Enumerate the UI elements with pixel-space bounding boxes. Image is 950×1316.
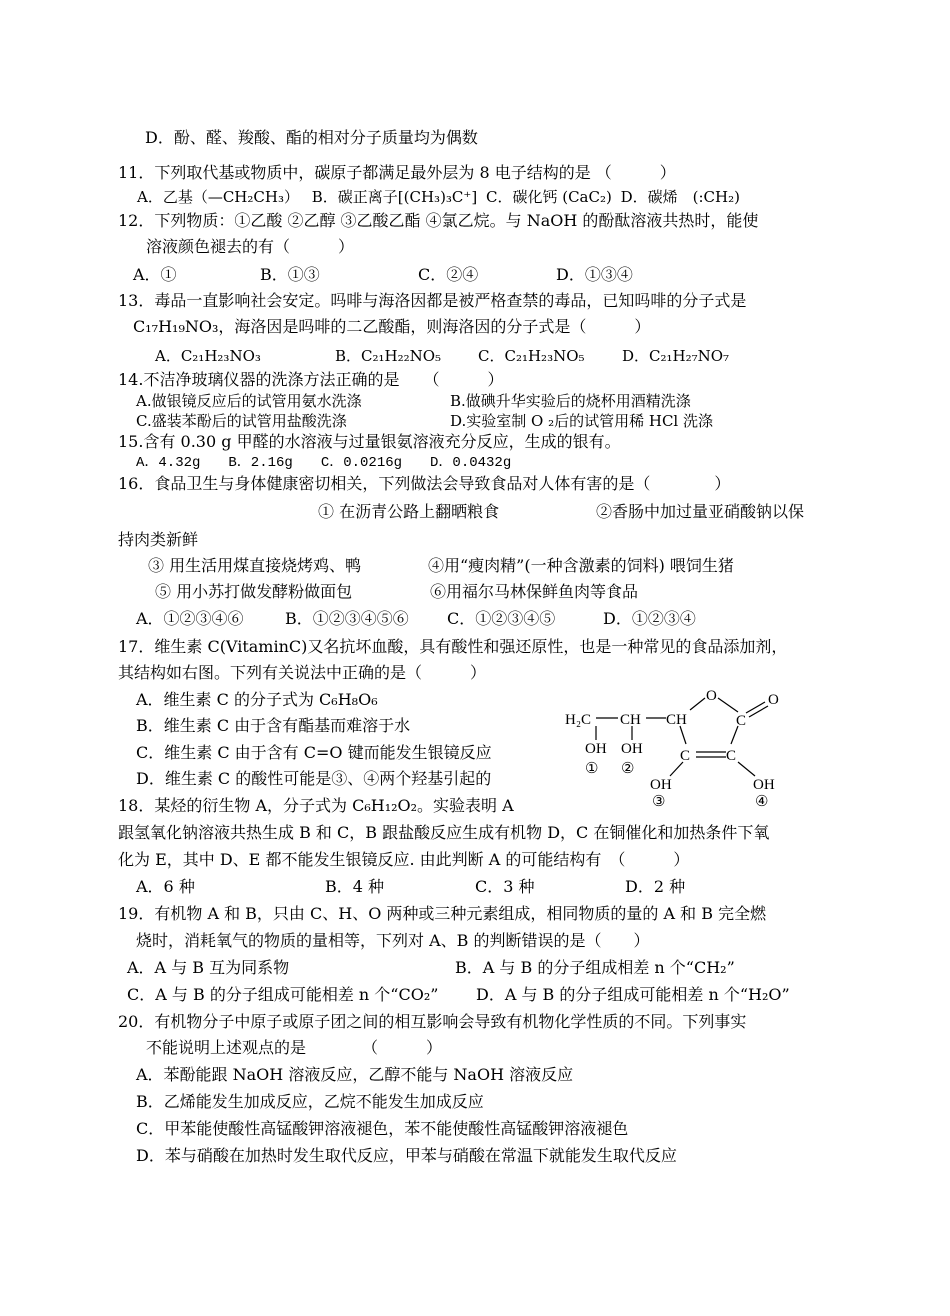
q16-item-2-cont: 持肉类新鲜 [118, 530, 199, 549]
label-2: ② [621, 761, 635, 777]
q16-item-2: ②香肠中加过量亚硝酸钠以保 [596, 502, 805, 521]
label-4: ④ [755, 794, 769, 810]
q12-option-d: D．①③④ [556, 265, 633, 284]
q14-option-c: C.盛装苯酚后的试管用盐酸洗涤 [136, 412, 347, 430]
q16-item-6: ⑥用福尔马林保鲜鱼肉等食品 [430, 582, 639, 601]
atom-oh-2: OH [621, 741, 643, 757]
q17-option-b: B．维生素 C 由于含有酯基而难溶于水 [136, 716, 411, 735]
q17-option-a: A．维生素 C 的分子式为 C₆H₈O₆ [136, 690, 378, 709]
atom-c4: C [726, 748, 737, 764]
atom-oh-3: OH [650, 777, 672, 793]
q12-option-b: B．①③ [260, 265, 320, 284]
q16-item-4: ④用“瘦肉精”(一种含激素的饲料) 喂饲生猪 [428, 556, 734, 575]
q17-stem-line2: 其结构如右图。下列有关说法中正确的是（ ） [118, 663, 487, 682]
q18-option-a: A．6 种 [136, 877, 195, 896]
q20-option-d: D．苯与硝酸在加热时发生取代反应，甲苯与硝酸在常温下就能发生取代反应 [136, 1146, 677, 1165]
q18-option-c: C．3 种 [475, 877, 535, 896]
q14-option-a: A.做银镜反应后的试管用氨水洗涤 [136, 392, 362, 410]
q12-stem-line2: 溶液颜色褪去的有（ ） [146, 237, 355, 256]
q16-stem: 16．食品卫生与身体健康密切相关，下列做法会导致食品对人体有害的是（ ） [118, 474, 731, 493]
q18-stem-line3: 化为 E，其中 D、E 都不能发生银镜反应. 由此判断 A 的可能结构有 （ ） [118, 850, 690, 869]
q20-stem-line2: 不能说明上述观点的是 （ ） [146, 1038, 443, 1057]
q18-option-d: D．2 种 [625, 877, 686, 896]
q15-stem: 15.含有 0.30 g 甲醛的水溶液与过量银氨溶液充分反应，生成的银有。 [118, 432, 621, 451]
q13-option-b: B．C₂₁H₂₂NO₅ [335, 347, 442, 365]
q19-option-a: A．A 与 B 互为同系物 [127, 958, 290, 977]
atom-ch-1: CH [620, 712, 641, 728]
q20-option-c: C．甲苯能使酸性高锰酸钾溶液褪色，苯不能使酸性高锰酸钾溶液褪色 [136, 1119, 629, 1138]
q20-option-b: B．乙烯能发生加成反应，乙烷不能发生加成反应 [136, 1092, 484, 1111]
q20-stem-line1: 20．有机物分子中原子或原子团之间的相互影响会导致有机物化学性质的不同。下列事实 [118, 1012, 747, 1031]
q11-stem: 11．下列取代基或物质中，碳原子都满足最外层为 8 电子结构的是 （ ） [118, 163, 676, 182]
q16-option-d: D．①②③④ [603, 609, 696, 628]
q17-option-c: C．维生素 C 由于含有 C=O 键而能发生银镜反应 [136, 743, 492, 762]
q19-option-c: C．A 与 B 的分子组成可能相差 n 个“CO₂” [127, 985, 439, 1004]
q14-option-b: B.做碘升华实验后的烧杯用酒精洗涤 [450, 392, 691, 410]
q12-option-a: A．① [133, 265, 177, 284]
q16-option-c: C．①②③④⑤ [447, 609, 556, 628]
q19-stem-line2: 烧时，消耗氧气的物质的量相等，下列对 A、B 的判断错误的是（ ） [136, 931, 650, 950]
q18-stem-line2: 跟氢氧化钠溶液共热生成 B 和 C，B 跟盐酸反应生成有机物 D，C 在铜催化和加热条件下氧 [118, 823, 770, 842]
q13-stem-line1: 13．毒品一直影响社会安定。吗啡与海洛因都是被严格查禁的毒品，已知吗啡的分子式是 [118, 291, 747, 310]
atom-h2c: H₂C [565, 712, 592, 728]
q16-option-a: A．①②③④⑥ [136, 609, 244, 628]
q11-option-a: A．乙基（—CH₂CH₃） [137, 188, 299, 206]
atom-carbonyl-carbon: C [736, 713, 747, 729]
atom-c3: C [680, 748, 691, 764]
atom-oh-4: OH [753, 777, 775, 793]
q11-option-b: B．碳正离子[(CH₃)₃C⁺] [311, 188, 478, 206]
q11-option-c: C．碳化钙 (CaC₂) [485, 188, 612, 206]
q13-stem-line2: C₁₇H₁₉NO₃，海洛因是吗啡的二乙酸酯，则海洛因的分子式是（ ） [133, 317, 651, 336]
label-3: ③ [652, 794, 666, 810]
vitamin-c-structure [560, 680, 810, 810]
q16-item-5: ⑤ 用小苏打做发酵粉做面包 [155, 582, 353, 601]
q17-stem-line1: 17．维生素 C(VitaminC)又名抗坏血酸，具有酸性和强还原性，也是一种常见的食品添加剂， [118, 637, 788, 656]
q17-option-d: D．维生素 C 的酸性可能是③、④两个羟基引起的 [136, 769, 492, 788]
q13-option-d: D．C₂₁H₂₇NO₇ [622, 347, 730, 365]
q19-option-b: B．A 与 B 的分子组成相差 n 个“CH₂” [455, 958, 735, 977]
q19-option-d: D．A 与 B 的分子组成可能相差 n 个“H₂O” [476, 985, 790, 1004]
q16-item-3: ③ 用生活用煤直接烧烤鸡、鸭 [148, 556, 362, 575]
q15-options: A．4.32g B．2.16g C．0.0216g D．0.0432g [136, 455, 512, 471]
q18-stem-line1: 18．某烃的衍生物 A，分子式为 C₆H₁₂O₂。实验表明 A [118, 796, 514, 815]
q18-option-b: B．4 种 [325, 877, 385, 896]
q11-options [137, 187, 740, 207]
q16-option-b: B．①②③④⑤⑥ [285, 609, 409, 628]
q13-option-c: C．C₂₁H₂₃NO₅ [478, 347, 585, 365]
atom-oh-1: OH [585, 741, 607, 757]
q19-stem-line1: 19．有机物 A 和 B，只由 C、H、O 两种或三种元素组成，相同物质的量的 A 和 B 完全燃 [118, 904, 767, 923]
q11-option-d: D．碳烯 (:CH₂) [620, 188, 740, 206]
q12-stem-line1: 12．下列物质：①乙酸 ②乙醇 ③乙酸乙酯 ④氯乙烷。与 NaOH 的酚酞溶液共热时，能使 [118, 211, 759, 230]
label-1: ① [585, 761, 599, 777]
atom-ch-2: CH [666, 712, 687, 728]
q10-option-d: D．酚、醛、羧酸、酯的相对分子质量均为偶数 [145, 128, 478, 147]
q20-option-a: A．苯酚能跟 NaOH 溶液反应，乙醇不能与 NaOH 溶液反应 [136, 1065, 574, 1084]
q14-option-d: D.实验室制 O ₂后的试管用稀 HCl 洗涤 [450, 412, 713, 430]
q13-option-a: A．C₂₁H₂₃NO₃ [155, 347, 261, 365]
atom-ring-oxygen: O [706, 688, 717, 704]
q12-option-c: C．②④ [418, 265, 479, 284]
q16-item-1: ① 在沥青公路上翻晒粮食 [318, 502, 500, 521]
q14-stem: 14.不洁净玻璃仪器的洗涤方法正确的是 （ ） [118, 370, 504, 389]
atom-carbonyl-oxygen: O [768, 692, 779, 708]
